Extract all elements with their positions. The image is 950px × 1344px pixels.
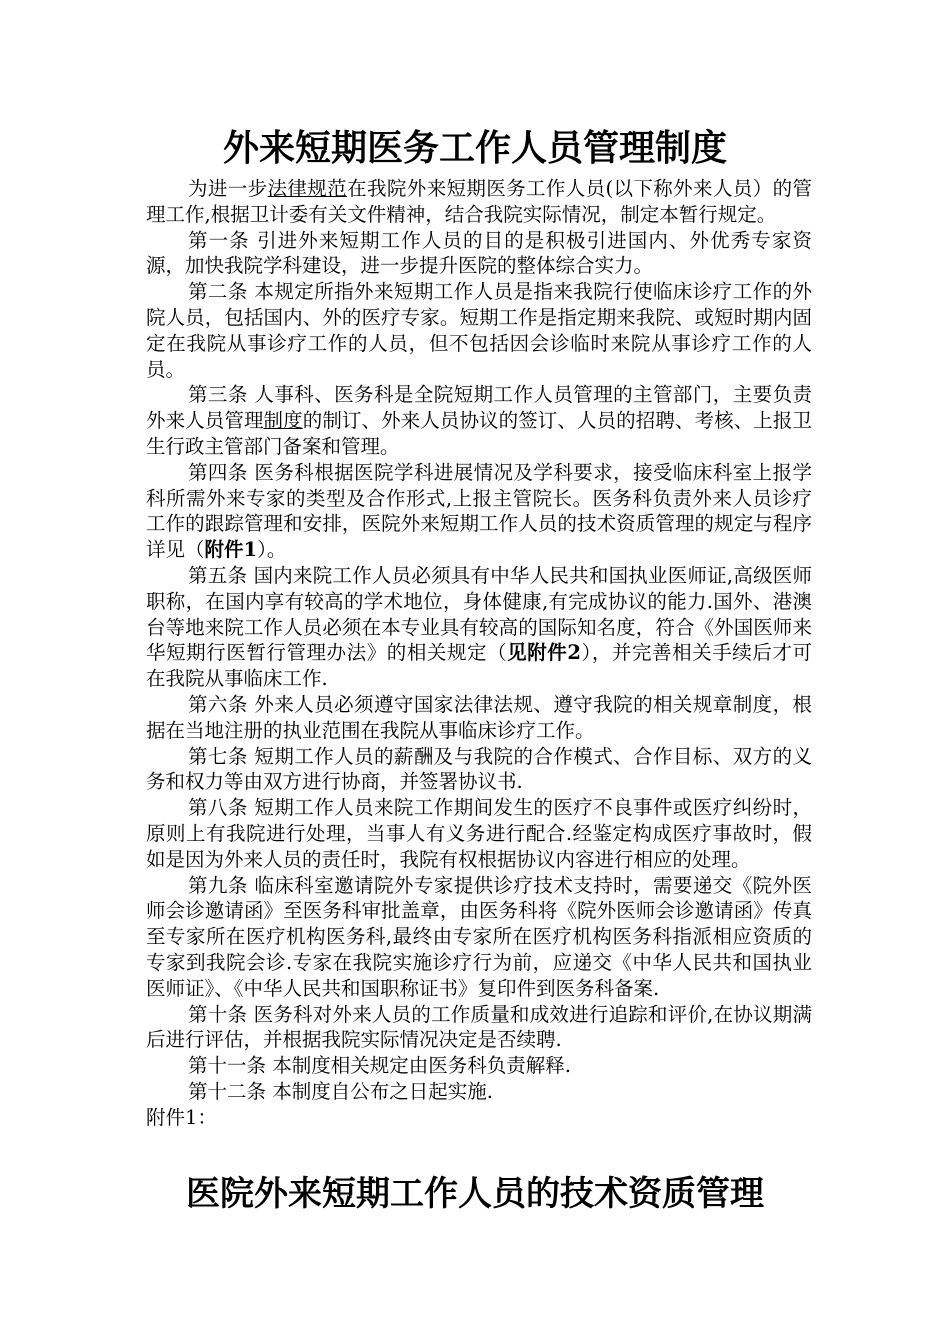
article-3-text-end: 的制订、外来人员协议的签订、人员的招聘、考核、上报卫生行政主管部门备案和管理。 [146,409,812,458]
article-10: 第十条 医务科对外来人员的工作质量和成效进行追踪和评价,在协议期满后进行评估，并根据我院实际情况决定是否续聘. [146,1002,812,1052]
article-4-text-start: 第四条 医务科根据医院学科进展情况及学科要求，接受临床科室上报学科所需外来专家的类型及合作形式,上报主管院长。医务科负责外来人员诊疗工作的跟踪管理和安排，医院外来短期工作人员的技术资质管理的规定与程序详见（ [146,460,812,562]
document-body [146,176,812,1130]
article-6: 第六条 外来人员必须遵守国家法律法规、遵守我院的相关规章制度，根据在当地注册的执业范围在我院从事临床诊疗工作。 [146,692,812,742]
article-3-text-start: 第三条 人事科、医务科是全院短期工作人员管理的主管部门，主要负责外来人员管理 [146,383,812,433]
article-4-text-end: ）。 [257,538,287,562]
intro-paragraph [146,176,812,228]
article-5 [146,563,812,692]
article-2: 第二条 本规定所指外来短期工作人员是指来我院行使临床诊疗工作的外院人员，包括国内、外的医疗专家。短期工作是指定期来我院、或短时期内固定在我院从事诊疗工作的人员，但不包括因会诊临时来院从事诊疗工作的人员。 [146,280,812,381]
article-1: 第一条 引进外来短期工作人员的目的是积极引进国内、外优秀专家资源，加快我院学科建设，进一步提升医院的整体综合实力。 [146,228,812,278]
intro-text-start: 为进一步 [188,177,268,200]
article-5-text-end: ），并完善相关手续后才可在我院从事临床工作. [146,641,812,691]
article-5-text-start: 第五条 国内来院工作人员必须具有中华人民共和国执业医师证,高级医师职称，在国内享有较高的学术地位，身体健康,有完成协议的能力.国外、港澳台等地来院工作人员必须在本专业具有较高的国际知名度，符合《外国医师来华短期行医暂行管理办法》的相关规定（ [146,563,812,665]
article-12: 第十二条 本制度自公布之日起实施. [188,1079,493,1103]
annex-title: 医院外来短期工作人员的技术资质管理 [186,1174,764,1214]
article-3-underlined-text: 制度 [263,409,303,433]
article-9: 第九条 临床科室邀请院外专家提供诊疗技术支持时，需要递交《院外医师会诊邀请函》至医务科审批盖章，由医务科将《院外医师会诊邀请函》传真至专家所在医疗机构医务科,最终由专家所在医疗机构医务科指派相应资质的专家到我院会诊.专家在我院实施诊疗行为前，应递交《中华人民共和国执业医师证》、《中华人民共和国职称证书》复印件到医务科备案. [146,873,812,1000]
article-4 [146,460,812,563]
article-8: 第八条 短期工作人员来院工作期间发生的医疗不良事件或医疗纠纷时，原则上有我院进行处理，当事人有义务进行配合.经鉴定构成医疗事故时，假如是因为外来人员的责任时，我院有权根据协议内容进行相应的处理。 [146,796,812,871]
article-5-annex-reference: 见附件2 [507,641,581,665]
article-4-annex-reference: 附件1 [204,538,258,562]
intro-text-end: 在我院外来短期医务工作人员(以下称外来人员）的管理工作,根据卫计委有关文件精神，结合我院实际情况，制定本暂行规定。 [146,177,812,226]
intro-underlined-text: 法律规范 [267,177,348,200]
annex-label: 附件1： [146,1105,217,1129]
article-11: 第十一条 本制度相关规定由医务科负责解释. [188,1054,571,1078]
article-7: 第七条 短期工作人员的薪酬及与我院的合作模式、合作目标、双方的义务和权力等由双方进行协商，并签署协议书. [146,744,812,794]
document-title: 外来短期医务工作人员管理制度 [222,127,727,169]
article-3 [146,382,812,459]
